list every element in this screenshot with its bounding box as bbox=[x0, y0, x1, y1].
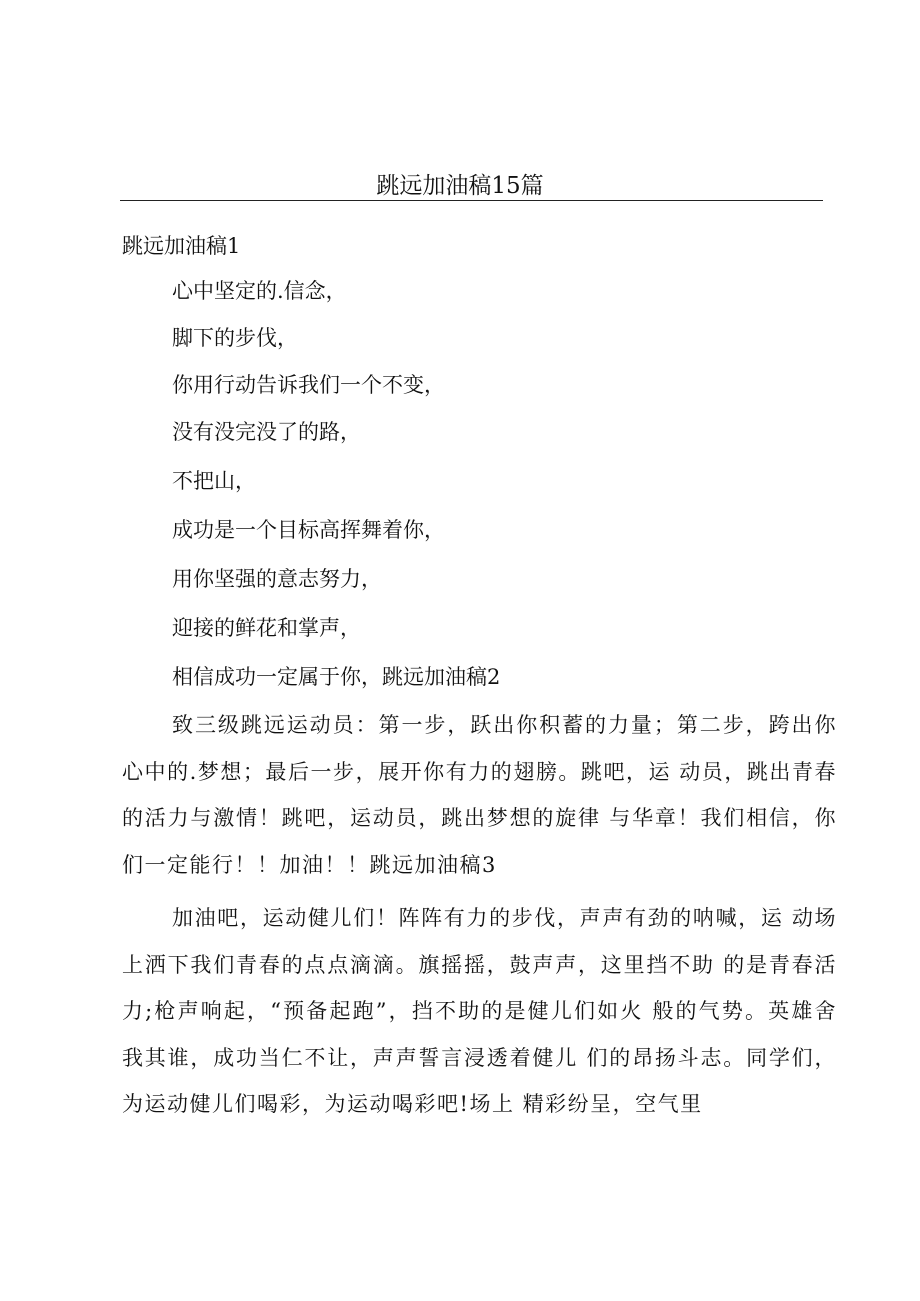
poem-line: 相信成功一定属于你，跳远加油稿2 bbox=[172, 665, 501, 689]
poem-line: 成功是一个目标高挥舞着你， bbox=[172, 518, 445, 542]
poem-line: 不把山， bbox=[172, 469, 256, 493]
poem-line: 心中坚定的.信念， bbox=[172, 279, 347, 303]
poem-line: 你用行动告诉我们一个不变， bbox=[172, 373, 445, 397]
poem-line: 脚下的步伐， bbox=[172, 326, 298, 350]
title-underline bbox=[120, 200, 823, 201]
paragraph-triple-jump: 致三级跳远运动员：第一步，跃出你积蓄的力量；第二步，跨出你心中的.梦想；最后一步，展开你有力的翅膀。跳吧，运 动员，跳出青春的活力与激情！跳吧，运动员，跳出梦想的旋律 与华章！我们相信，你们一定能行！！加油！！跳远加油稿3 bbox=[122, 713, 837, 877]
document-title: 跳远加油稿15篇 bbox=[376, 173, 544, 199]
poem-line: 迎接的鲜花和掌声， bbox=[172, 616, 361, 640]
poem-line: 用你坚强的意志努力， bbox=[172, 567, 382, 591]
section-heading-1: 跳远加油稿1 bbox=[122, 234, 241, 258]
poem-line: 没有没完没了的路， bbox=[172, 420, 361, 444]
paragraph-cheer: 加油吧，运动健儿们！阵阵有力的步伐，声声有劲的呐喊，运 动场上洒下我们青春的点点滴滴。旗摇摇，鼓声声，这里挡不助 的是青春活力;枪声响起，“预备起跑”，挡不助的是健儿们如火 般的气势。英雄舍我其谁，成功当仁不让，声声誓言浸透着健儿 们的昂扬斗志。同学们，为运动健儿们喝彩，为运动喝彩吧!场上 精彩纷呈，空气里 bbox=[122, 906, 837, 1116]
